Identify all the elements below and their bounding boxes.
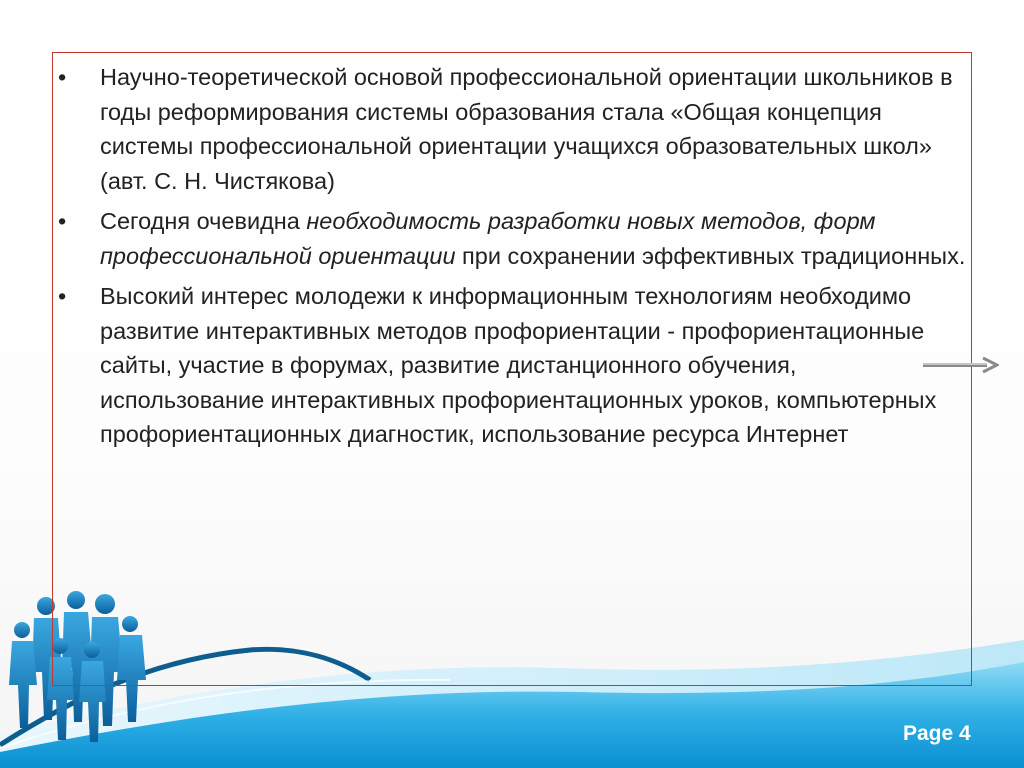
page-number: Page 4 [903, 722, 971, 745]
bullet-text: Высокий интерес молодежи к информационным технологиям необходимо развитие интерактивных методов профориентации - профориентационные сайты, участие в форумах, развитие дистанционного обучения, использование интерактивных профориентационных уроков, компьютерных профориентационных диагностик, использование ресурса Интернет [100, 283, 937, 447]
bullet-item [56, 60, 966, 198]
bullet-icon [58, 204, 78, 239]
bullet-text-emphasis: необходимость разработки новых методов, форм профессиональной ориентации [100, 208, 876, 269]
bullet-icon [58, 279, 78, 314]
bullet-text-lead: Сегодня очевидна [100, 208, 307, 234]
right-arrow-icon [921, 356, 999, 374]
bullet-text: Научно-теоретической основой профессиональной ориентации школьников в годы реформирования системы образования стала «Общая концепция системы профессиональной ориентации учащихся образовательных школ» (авт. С. Н. Чистякова) [100, 64, 953, 194]
bullet-item [56, 279, 966, 452]
bullet-icon [58, 60, 78, 95]
bullet-item [56, 204, 966, 273]
bullet-list [56, 60, 966, 458]
bullet-text-tail: при сохранении эффективных традиционных. [455, 242, 966, 269]
